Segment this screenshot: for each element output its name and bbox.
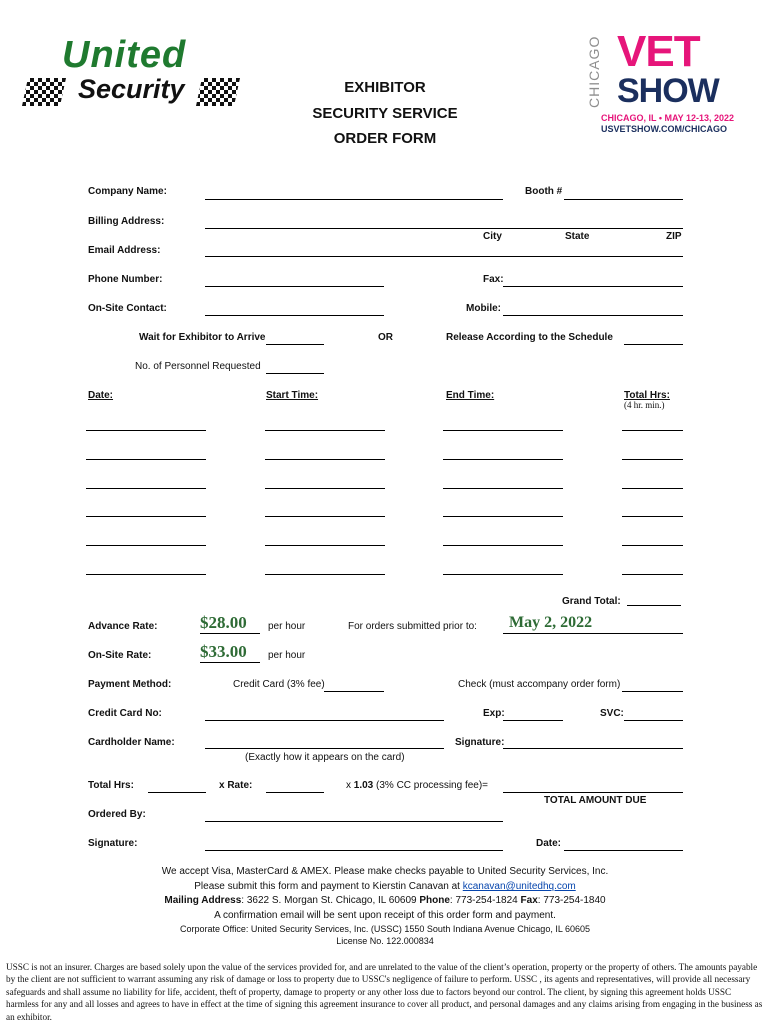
cc-fee-suffix: (3% CC processing fee)= xyxy=(373,780,489,791)
payment-method-label: Payment Method: xyxy=(88,679,172,690)
onsite-rate-underline xyxy=(200,662,260,663)
schedule-end-field[interactable] xyxy=(443,574,563,575)
schedule-date-field[interactable] xyxy=(86,459,206,460)
order-date-label: Date: xyxy=(536,838,562,849)
order-signature-label: Signature: xyxy=(88,838,138,849)
vet-show-url: USVETSHOW.COM/CHICAGO xyxy=(601,124,728,134)
form-title-line1: EXHIBITOR xyxy=(344,79,426,96)
vet-show-city: CHICAGO xyxy=(586,35,602,108)
schedule-end-header: End Time: xyxy=(446,390,495,401)
onsite-contact-field[interactable] xyxy=(205,315,384,316)
footer-submit xyxy=(0,881,770,892)
total-hrs-label: Total Hrs: xyxy=(88,780,134,791)
credit-card-option-field[interactable] xyxy=(324,691,384,692)
release-schedule-label: Release According to the Schedule xyxy=(446,332,613,343)
ordered-by-field[interactable] xyxy=(205,821,503,822)
state-label: State xyxy=(565,231,590,242)
logo-security-text: Security xyxy=(78,74,185,104)
onsite-per-hour: per hour xyxy=(268,650,306,661)
contact-email-link[interactable]: kcanavan@unitedhq.com xyxy=(462,881,576,892)
email-label: Email Address: xyxy=(88,245,161,256)
x-rate-label: x Rate: xyxy=(219,780,253,791)
mailing-value: : 3622 S. Morgan St. Chicago, IL 60609 xyxy=(241,895,420,906)
checkered-flag-left-icon xyxy=(22,78,66,106)
wait-exhibitor-label: Wait for Exhibitor to Arrive xyxy=(139,332,266,343)
total-hrs-field[interactable] xyxy=(148,792,206,793)
schedule-total-field[interactable] xyxy=(622,545,683,546)
phone-footer-label: Phone xyxy=(419,895,450,906)
footer-accept: We accept Visa, MasterCard & AMEX. Please make checks payable to United Security Services, Inc. xyxy=(161,866,609,877)
or-label: OR xyxy=(378,332,393,343)
footer-license: License No. 122.000834 xyxy=(336,936,434,946)
card-number-field[interactable] xyxy=(205,720,444,721)
liability-disclaimer: USSC is not an insurer. Charges are based solely upon the value of the services provided for, and are unrelated to the value of the client’s operation, property or the property of others. The amounts payable by the client are not sufficient to warrant assuming any risk of damage or loss to property due to USSC's negligence of failure to perform. USSC , its agents and representatives, will provide all necessary safeguards and shall assume no liability for life, accident, theft of property, damage to property or any other loss due to factors beyond our control. The client, by signing this agreement holds USSC harmless for any and all losses and agrees to have in effect at the time of signing this agreement insurance to cover all product, and personal damages and any claims arising from engaging in the business as an exhibitor. xyxy=(6,962,763,1022)
schedule-date-field[interactable] xyxy=(86,574,206,575)
fax-field[interactable] xyxy=(503,286,683,287)
booth-field[interactable] xyxy=(564,199,683,200)
total-amount-due-field[interactable] xyxy=(503,792,683,793)
check-option-field[interactable] xyxy=(622,691,683,692)
onsite-rate-label: On-Site Rate: xyxy=(88,650,152,661)
check-option-label: Check (must accompany order form) xyxy=(458,679,621,690)
schedule-start-field[interactable] xyxy=(265,430,385,431)
zip-label: ZIP xyxy=(666,231,682,242)
schedule-start-field[interactable] xyxy=(265,459,385,460)
schedule-start-header: Start Time: xyxy=(266,390,319,401)
schedule-end-field[interactable] xyxy=(443,459,563,460)
schedule-start-field[interactable] xyxy=(265,488,385,489)
schedule-date-field[interactable] xyxy=(86,430,206,431)
order-signature-field[interactable] xyxy=(205,850,503,851)
schedule-start-field[interactable] xyxy=(265,516,385,517)
cc-fee-prefix: x xyxy=(346,780,354,791)
mobile-field[interactable] xyxy=(503,315,683,316)
footer-corporate: Corporate Office: United Security Services, Inc. (USSC) 1550 South Indiana Avenue Chicago, IL 60605 xyxy=(179,924,591,934)
schedule-total-field[interactable] xyxy=(622,516,683,517)
cc-fee-value: 1.03 xyxy=(353,780,374,791)
phone-label: Phone Number: xyxy=(88,274,163,285)
exp-field[interactable] xyxy=(503,720,563,721)
company-name-label: Company Name: xyxy=(88,186,167,197)
checkered-flag-right-icon xyxy=(196,78,240,106)
card-number-label: Credit Card No: xyxy=(88,708,162,719)
onsite-contact-label: On-Site Contact: xyxy=(88,303,167,314)
schedule-date-header: Date: xyxy=(88,390,114,401)
personnel-label: No. of Personnel Requested xyxy=(135,361,261,372)
billing-address-label: Billing Address: xyxy=(88,216,165,227)
exp-label: Exp: xyxy=(483,708,505,719)
schedule-total-field[interactable] xyxy=(622,430,683,431)
footer-submit-text: Please submit this form and payment to Kierstin Canavan at xyxy=(194,881,463,892)
fax-footer-value: : 773-254-1840 xyxy=(537,895,606,906)
schedule-end-field[interactable] xyxy=(443,488,563,489)
form-title-line2: SECURITY SERVICE xyxy=(312,105,458,122)
credit-card-option-label: Credit Card (3% fee) xyxy=(233,679,325,690)
personnel-field[interactable] xyxy=(266,373,324,374)
svc-field[interactable] xyxy=(624,720,683,721)
fax-footer-label: Fax xyxy=(520,895,538,906)
orders-prior-label: For orders submitted prior to: xyxy=(348,621,477,632)
logo-united-text: United xyxy=(62,34,187,76)
phone-field[interactable] xyxy=(205,286,384,287)
schedule-total-field[interactable] xyxy=(622,488,683,489)
footer-confirm: A confirmation email will be sent upon receipt of this order form and payment. xyxy=(214,910,556,921)
onsite-rate-value: $33.00 xyxy=(200,642,247,661)
schedule-end-field[interactable] xyxy=(443,430,563,431)
order-date-field[interactable] xyxy=(564,850,683,851)
release-schedule-field[interactable] xyxy=(624,344,683,345)
card-signature-label: Signature: xyxy=(455,737,505,748)
ordered-by-label: Ordered By: xyxy=(88,809,146,820)
cardholder-label: Cardholder Name: xyxy=(88,737,175,748)
mobile-label: Mobile: xyxy=(466,303,501,314)
email-field[interactable] xyxy=(205,256,683,257)
schedule-total-field[interactable] xyxy=(622,459,683,460)
company-name-field[interactable] xyxy=(205,199,503,200)
grand-total-field[interactable] xyxy=(627,605,681,606)
schedule-total-field[interactable] xyxy=(622,574,683,575)
wait-exhibitor-field[interactable] xyxy=(266,344,324,345)
schedule-end-field[interactable] xyxy=(443,545,563,546)
grand-total-label: Grand Total: xyxy=(562,596,621,607)
schedule-start-field[interactable] xyxy=(265,545,385,546)
phone-footer-value: : 773-254-1824 xyxy=(449,895,521,906)
booth-label: Booth # xyxy=(525,186,563,197)
cc-fee-text xyxy=(346,780,488,791)
cardholder-field[interactable] xyxy=(205,748,444,749)
schedule-total-header: Total Hrs: xyxy=(624,390,670,401)
mailing-label: Mailing Address xyxy=(164,895,242,906)
advance-rate-value: $28.00 xyxy=(200,613,247,632)
schedule-start-field[interactable] xyxy=(265,574,385,575)
schedule-date-field[interactable] xyxy=(86,545,206,546)
advance-deadline: May 2, 2022 xyxy=(509,614,593,631)
vet-show-show: SHOW xyxy=(617,72,719,110)
schedule-date-field[interactable] xyxy=(86,516,206,517)
schedule-total-note: (4 hr. min.) xyxy=(624,400,665,410)
card-signature-field[interactable] xyxy=(503,748,683,749)
vet-show-vet: VET xyxy=(617,27,700,76)
form-title-line3: ORDER FORM xyxy=(333,130,437,147)
footer-mailing xyxy=(0,895,770,906)
city-label: City xyxy=(483,231,502,242)
vet-show-dates: CHICAGO, IL • MAY 12-13, 2022 xyxy=(601,113,735,123)
billing-address-field[interactable] xyxy=(205,228,683,229)
advance-deadline-underline xyxy=(503,633,683,634)
schedule-date-field[interactable] xyxy=(86,488,206,489)
svc-label: SVC: xyxy=(600,708,624,719)
fax-label: Fax: xyxy=(483,274,504,285)
advance-rate-underline xyxy=(200,633,260,634)
total-amount-due-label: TOTAL AMOUNT DUE xyxy=(544,795,647,806)
exact-name-note: (Exactly how it appears on the card) xyxy=(245,752,405,763)
advance-rate-label: Advance Rate: xyxy=(88,621,158,632)
advance-per-hour: per hour xyxy=(268,621,306,632)
x-rate-field[interactable] xyxy=(266,792,324,793)
schedule-end-field[interactable] xyxy=(443,516,563,517)
